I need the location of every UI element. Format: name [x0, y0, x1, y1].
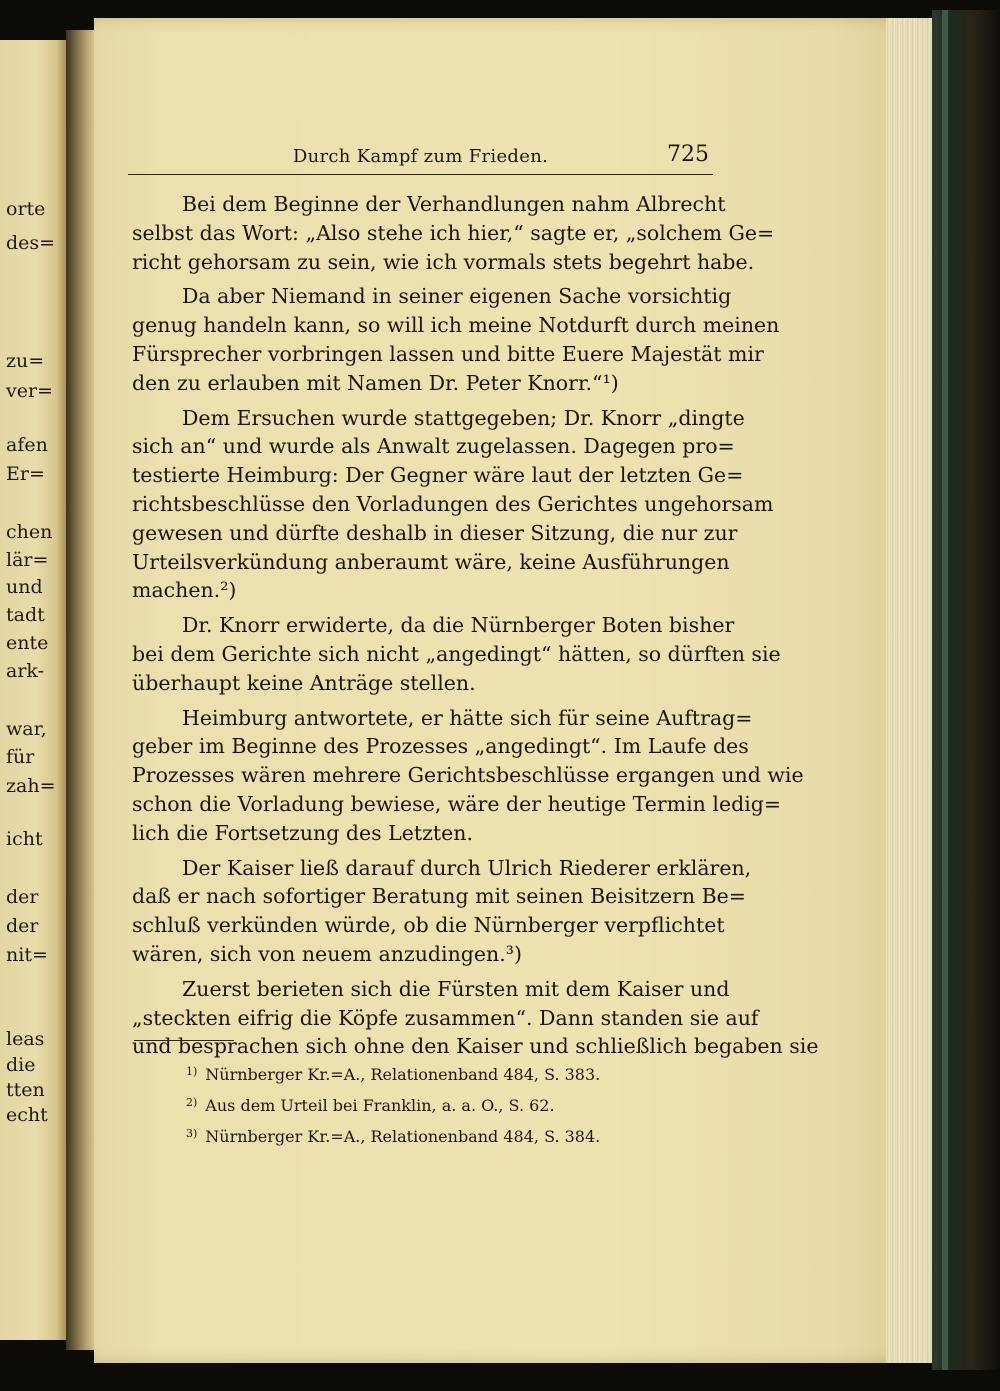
text-line: geber im Beginne des Prozesses „angedingt“. Im Laufe des: [132, 734, 749, 759]
text-line: „steckten eifrig die Köpfe zusammen“. Dann standen sie auf: [132, 1005, 759, 1030]
paragraph: [132, 704, 804, 848]
left-page-fragment: ver=: [6, 380, 53, 402]
footnote-mark: 3): [186, 1127, 198, 1140]
footnote-divider: [134, 1040, 234, 1041]
left-page-fragment: die: [6, 1054, 36, 1076]
footnote: [186, 1087, 706, 1118]
text-line: überhaupt keine Anträge stellen.: [132, 670, 476, 695]
text-line: gewesen und dürfte deshalb in dieser Sitzung, die nur zur: [132, 520, 738, 545]
left-page-fragment: afen: [6, 434, 48, 456]
left-page-fragment: war,: [6, 718, 47, 740]
text-line: Fürsprecher vorbringen lassen und bitte Euere Majestät mir: [132, 341, 764, 366]
text-line: genug handeln kann, so will ich meine Notdurft durch meinen: [132, 313, 780, 338]
left-page-fragment: tadt: [6, 604, 45, 626]
text-line: testierte Heimburg: Der Gegner wäre laut der letzten Ge=: [132, 463, 744, 488]
text-line: selbst das Wort: „Also stehe ich hier,“ sagte er, „solchem Ge=: [132, 220, 775, 245]
left-page-fragment: der: [6, 915, 39, 937]
page-number: 725: [667, 142, 709, 167]
footnote-text: Aus dem Urteil bei Franklin, a. a. O., S. 62.: [205, 1096, 555, 1115]
text-line: richt gehorsam zu sein, wie ich vormals stets begehrt habe.: [132, 249, 755, 274]
left-page-fragment: der: [6, 886, 39, 908]
text-line: schluß verkünden würde, ob die Nürnberger verpflichtet: [132, 913, 725, 938]
paragraph: [132, 975, 819, 1061]
left-page-fragment: chen: [6, 521, 53, 543]
paragraph: [132, 611, 781, 697]
footnote: [186, 1056, 706, 1087]
text-line: machen.²): [132, 578, 237, 603]
page-header: [128, 140, 713, 175]
footnote-text: Nürnberger Kr.=A., Relationenband 484, S. 383.: [205, 1065, 601, 1084]
left-page-fragment: nit=: [6, 944, 48, 966]
text-line: Bei dem Beginne der Verhandlungen nahm Albrecht: [182, 192, 726, 216]
text-line: Da aber Niemand in seiner eigenen Sache vorsichtig: [182, 284, 732, 309]
text-line: Dem Ersuchen wurde stattgegeben; Dr. Knorr „dingte: [182, 405, 745, 430]
left-page-fragment: lär=: [6, 549, 49, 571]
left-page-fragment: für: [6, 746, 35, 768]
running-title: Durch Kampf zum Frieden.: [292, 146, 549, 167]
left-page-fragment: zah=: [6, 775, 56, 797]
text-line: richtsbeschlüsse den Vorladungen des Gerichtes ungehorsam: [132, 491, 774, 516]
text-line: Der Kaiser ließ darauf durch Ulrich Riederer erklären,: [182, 855, 752, 880]
left-facing-page: [0, 40, 66, 1340]
left-page-fragment: icht: [6, 828, 43, 850]
text-line: bei dem Gerichte sich nicht „angedingt“ hätten, so dürften sie: [132, 641, 781, 666]
left-page-fragment: tten: [6, 1079, 45, 1101]
text-line: Zuerst berieten sich die Fürsten mit dem Kaiser und: [182, 976, 730, 1001]
text-line: Prozesses wären mehrere Gerichtsbeschlüsse ergangen und wie: [132, 763, 804, 788]
footnote-text: Nürnberger Kr.=A., Relationenband 484, S. 384.: [205, 1127, 601, 1146]
left-page-fragment: leas: [6, 1028, 45, 1050]
book-gutter: [66, 30, 96, 1350]
body-text: [132, 190, 819, 1061]
text-line: Heimburg antwortete, er hätte sich für seine Auftrag=: [182, 705, 753, 730]
text-line: daß er nach sofortiger Beratung mit seinen Beisitzern Be=: [132, 884, 746, 909]
text-line: und besprachen sich ohne den Kaiser und schließlich begaben sie: [132, 1034, 819, 1059]
left-page-fragment: zu=: [6, 350, 45, 372]
book-cover-edge: [932, 10, 1000, 1370]
text-line: lich die Fortsetzung des Letzten.: [132, 820, 474, 845]
left-page-fragment: orte: [6, 198, 46, 220]
text-line: sich an“ und wurde als Anwalt zugelassen. Dagegen pro=: [132, 434, 735, 459]
text-line: schon die Vorladung bewiese, wäre der heutige Termin ledig=: [132, 791, 782, 816]
text-line: Dr. Knorr erwiderte, da die Nürnberger Boten bisher: [182, 613, 735, 638]
paragraph: [132, 854, 752, 969]
footnote-mark: 2): [186, 1096, 198, 1109]
paragraph: [132, 404, 774, 606]
left-page-fragment: des=: [6, 232, 56, 254]
text-line: den zu erlauben mit Namen Dr. Peter Knorr.“¹): [132, 370, 619, 395]
paragraph: [132, 190, 775, 276]
text-line: wären, sich von neuem anzudingen.³): [132, 941, 522, 966]
paragraph: [132, 282, 780, 397]
footnote-mark: 1): [186, 1065, 198, 1078]
left-page-fragment: echt: [6, 1104, 48, 1126]
left-page-fragment: und: [6, 576, 43, 598]
footnotes: [186, 1056, 706, 1149]
left-page-fragment: Er=: [6, 463, 45, 485]
page-stack-edge: [886, 18, 932, 1363]
text-line: Urteilsverkündung anberaumt wäre, keine Ausführungen: [132, 549, 730, 574]
footnote: [186, 1118, 706, 1149]
left-page-fragment: ark-: [6, 660, 45, 682]
left-page-fragment: ente: [6, 632, 49, 654]
